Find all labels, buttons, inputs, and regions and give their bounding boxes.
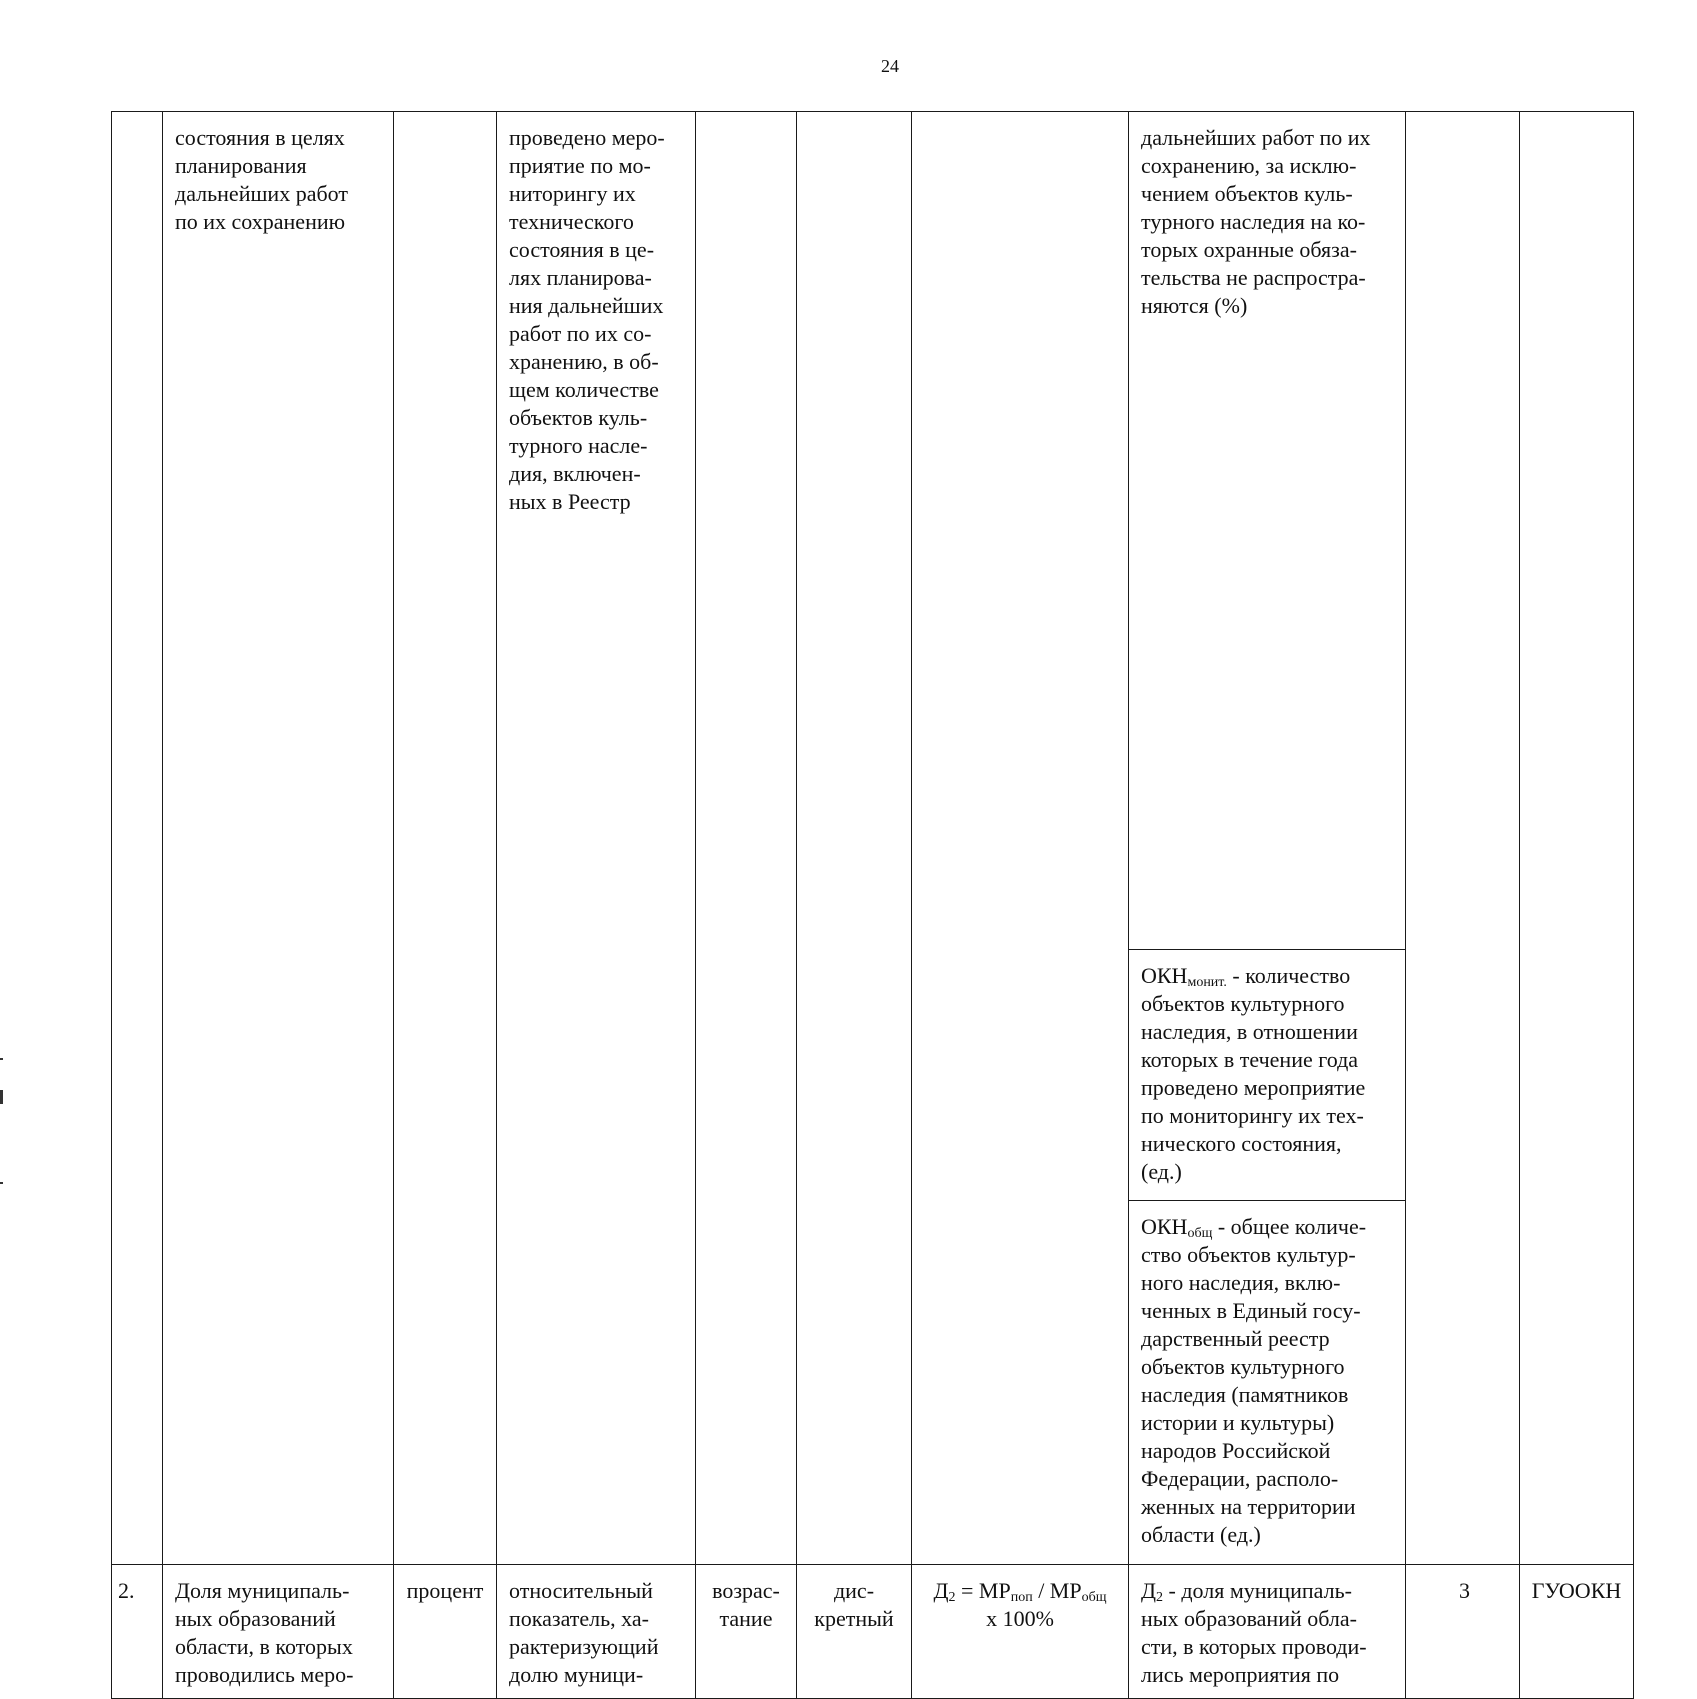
scan-edge-mark bbox=[0, 1090, 3, 1104]
okn-symbol: ОКН bbox=[1141, 1214, 1188, 1239]
cell-num: 2. bbox=[112, 1565, 163, 1699]
formula-eq: = МР bbox=[955, 1578, 1011, 1603]
okn-monit-subscript: монит. bbox=[1187, 975, 1227, 990]
cell-trend: возрас- тание bbox=[696, 1565, 797, 1699]
okn-total-subscript: общ bbox=[1187, 1226, 1213, 1241]
cell-type: дис- кретный bbox=[797, 1565, 912, 1699]
cell-desc-part-b bbox=[1129, 950, 1406, 1201]
table-row-continued bbox=[112, 112, 1634, 950]
cell-name: Доля муниципаль- ных образований области, в которых проводились меро- bbox=[163, 1565, 394, 1699]
cell-formula bbox=[912, 1565, 1129, 1699]
cell-desc-part-a: дальнейших работ по их сохранению, за исклю- чением объектов куль- турного наследия на ко- торых охранные обяза- тельства не распростра- няются (%) bbox=[1129, 112, 1406, 950]
cell-unit-empty bbox=[394, 112, 497, 1565]
table-row-indicator-2 bbox=[112, 1565, 1634, 1699]
cell-unit: процент bbox=[394, 1565, 497, 1699]
formula-lhs: Д bbox=[933, 1578, 949, 1603]
page-number: 24 bbox=[881, 56, 899, 76]
scan-edge-mark bbox=[0, 1182, 3, 1184]
formula-tail: х 100% bbox=[986, 1606, 1054, 1631]
formula-numerator-subscript: поп bbox=[1010, 1590, 1033, 1605]
cell-value-empty bbox=[1406, 112, 1520, 1565]
cell-num-empty bbox=[112, 112, 163, 1565]
cell-value: 3 bbox=[1406, 1565, 1520, 1699]
okn-total-text: - общее количе- ство объектов культур- ного наследия, вклю- ченных в Единый госу- дарственный реестр объектов культурного наследия (памятников истории и культуры) народов Российской Федерации, располо- женных на территории области (ед.) bbox=[1141, 1214, 1367, 1547]
cell-type-empty bbox=[797, 112, 912, 1565]
cell-formula-empty bbox=[912, 112, 1129, 1565]
desc-symbol: Д bbox=[1141, 1578, 1157, 1603]
cell-name-continued: состояния в целях планирования дальнейших работ по их сохранению bbox=[163, 112, 394, 1565]
okn-monit-text: - количество объектов культурного наследия, в отношении которых в течение года проведено мероприятие по мониторингу их тех- нического состояния, (ед.) bbox=[1141, 963, 1366, 1184]
indicator-table bbox=[111, 111, 1634, 1699]
formula-lhs-subscript: 2 bbox=[948, 1590, 956, 1605]
desc-text: - доля муниципаль- ных образований обла- сти, в которых проводи- лись мероприятия по bbox=[1141, 1578, 1367, 1687]
cell-definition: относительный показатель, ха- рактеризующий долю муници- bbox=[497, 1565, 696, 1699]
formula-denominator-subscript: общ bbox=[1081, 1590, 1107, 1605]
cell-trend-empty bbox=[696, 112, 797, 1565]
cell-definition-continued: проведено меро- приятие по мо- ниторингу их технического состояния в це- лях планирова- ния дальнейших работ по их со- хранению, в об- щем количестве объектов куль- турного насле- дия, включен- ных в Реестр bbox=[497, 112, 696, 1565]
cell-desc-part-c bbox=[1129, 1201, 1406, 1565]
scan-edge-mark bbox=[0, 1058, 3, 1060]
okn-symbol: ОКН bbox=[1141, 963, 1188, 988]
formula-slash: / МР bbox=[1032, 1578, 1082, 1603]
desc-subscript: 2 bbox=[1156, 1590, 1164, 1605]
cell-desc bbox=[1129, 1565, 1406, 1699]
cell-org-empty bbox=[1520, 112, 1634, 1565]
cell-org: ГУООКН bbox=[1520, 1565, 1634, 1699]
